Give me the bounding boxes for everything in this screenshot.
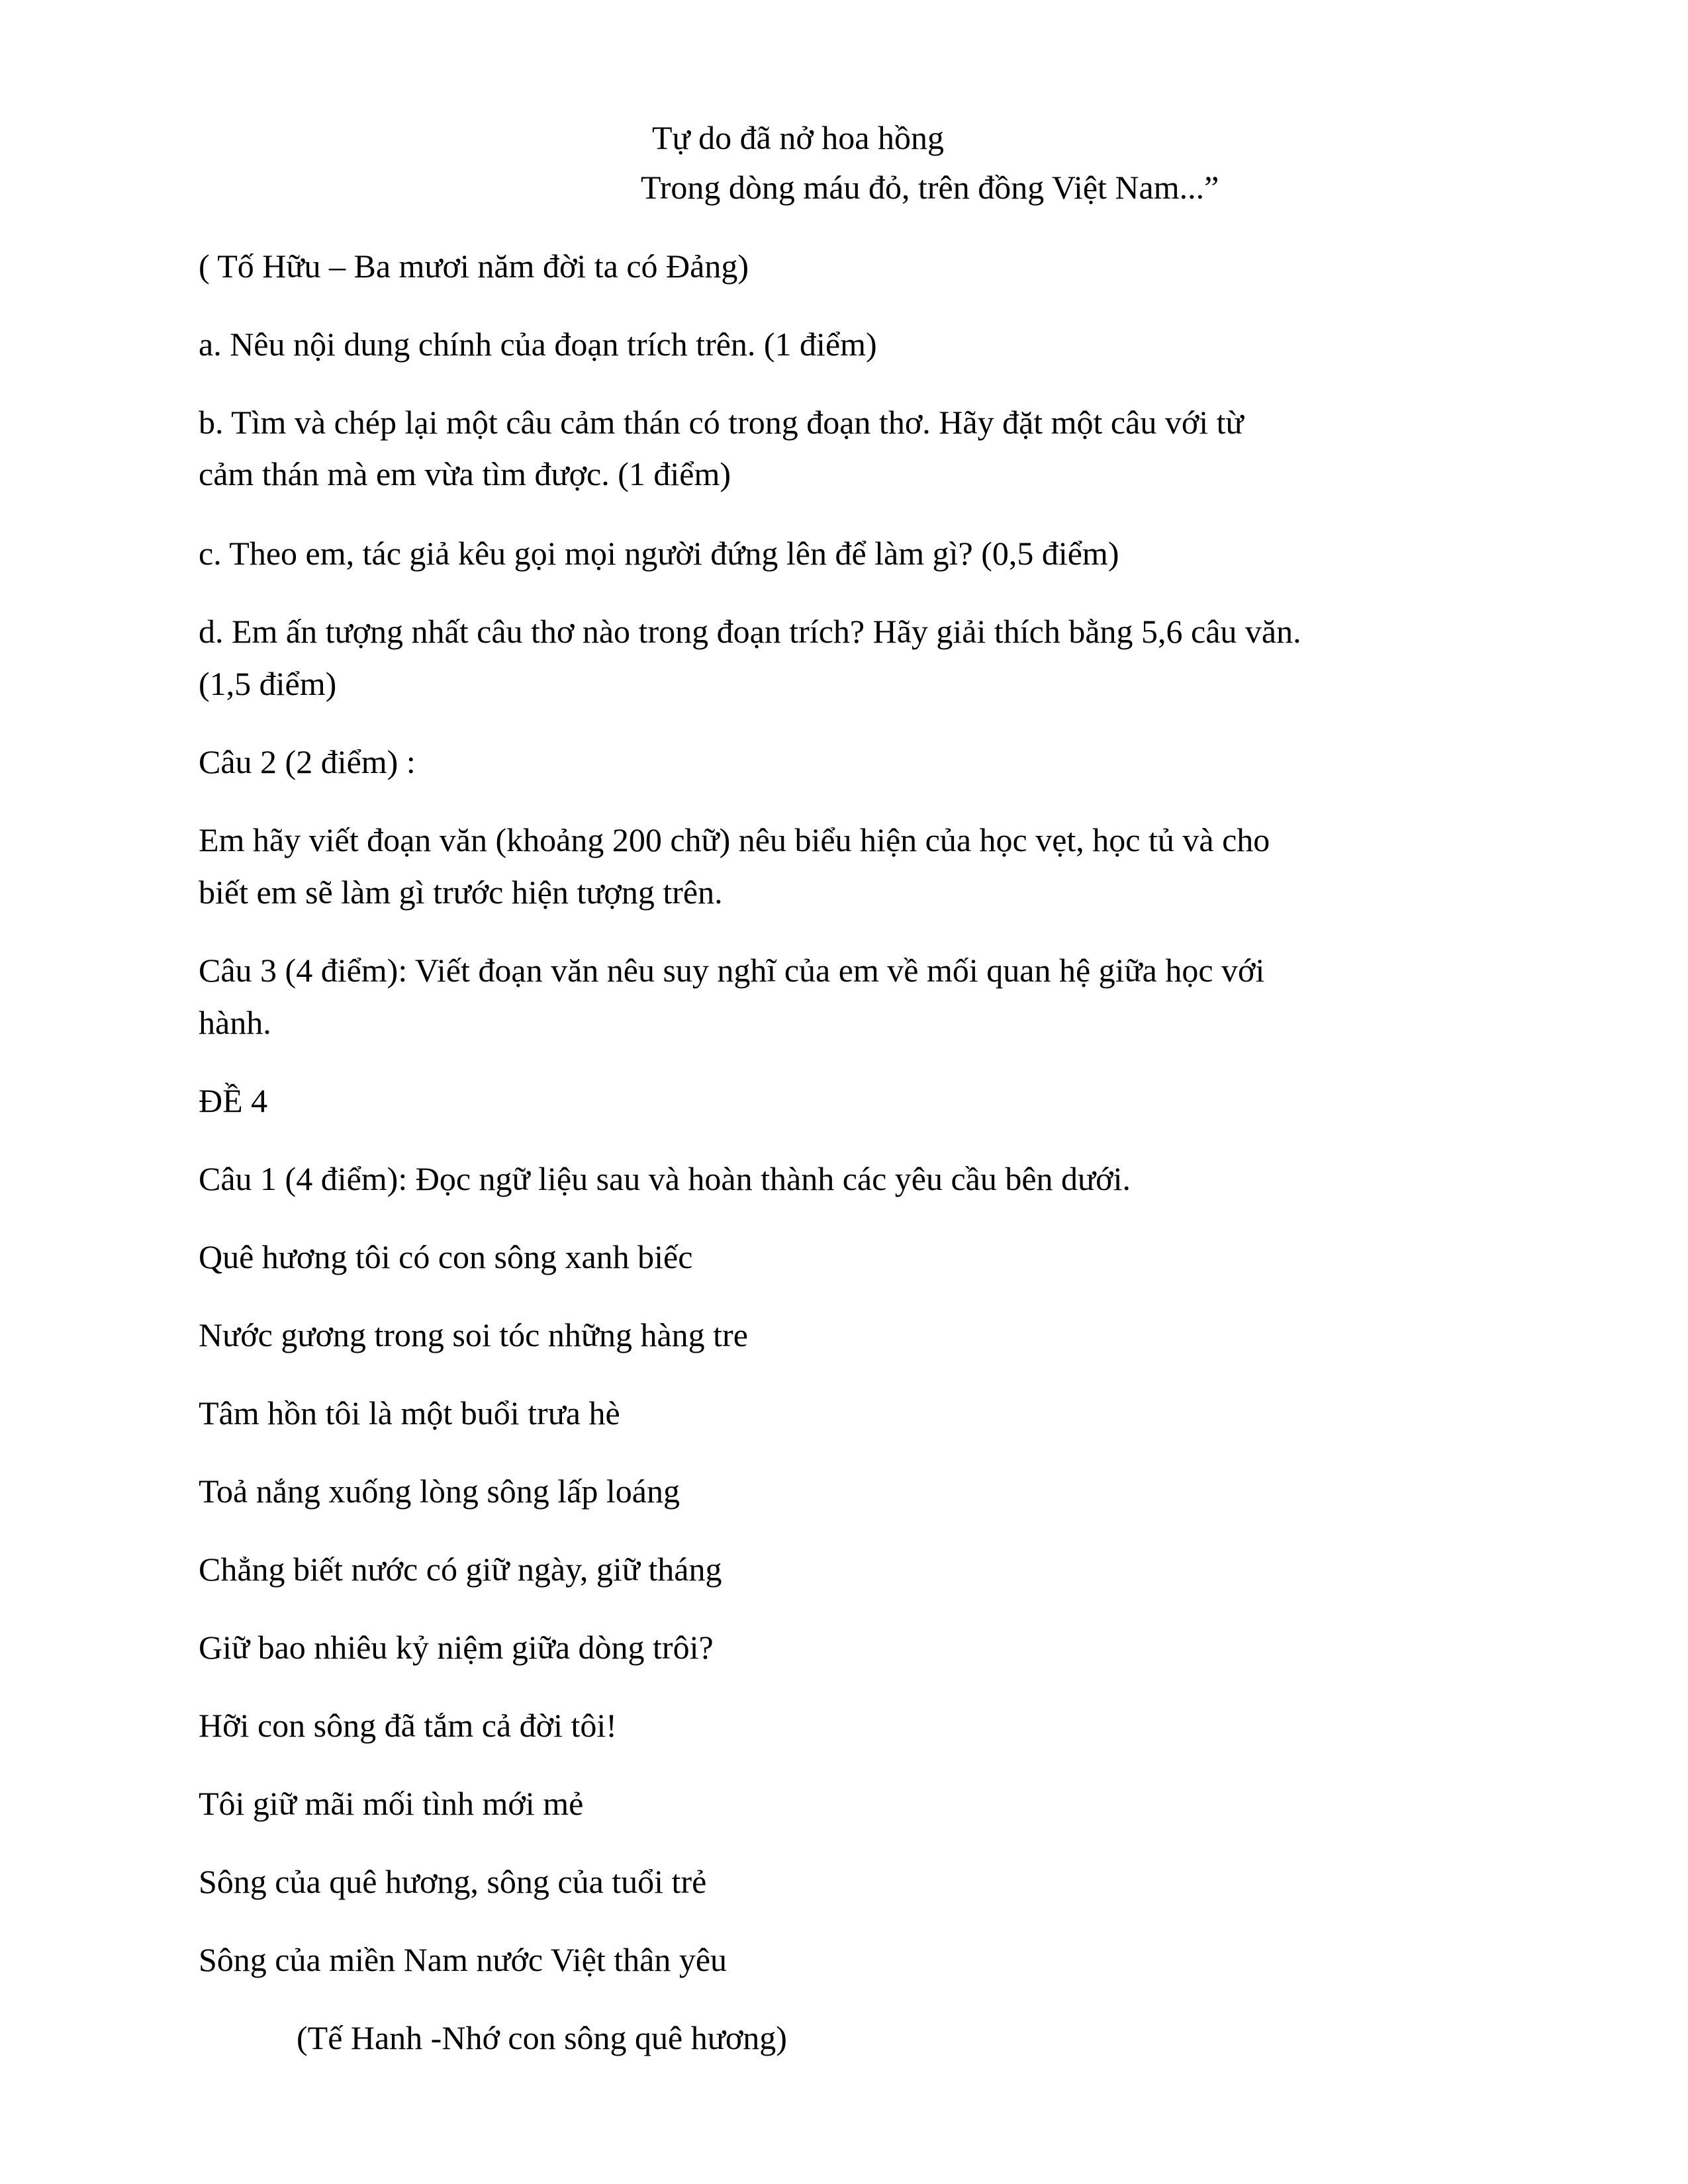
question-c: c. Theo em, tác giả kêu gọi mọi người đứng lên để làm gì? (0,5 điểm) bbox=[199, 535, 1119, 572]
poem-line-3: Tâm hồn tôi là một buổi trưa hè bbox=[199, 1394, 620, 1432]
poem-line-1: Quê hương tôi có con sông xanh biếc bbox=[199, 1238, 693, 1275]
poem-line-2: Nước gương trong soi tóc những hàng tre bbox=[199, 1316, 748, 1353]
poem-end-line-1: Tự do đã nở hoa hồng bbox=[652, 119, 944, 156]
poem-line-8: Tôi giữ mãi mối tình mới mẻ bbox=[199, 1785, 584, 1822]
cau-2-heading: Câu 2 (2 điểm) : bbox=[199, 743, 416, 780]
question-d-line-2: (1,5 điểm) bbox=[199, 665, 337, 702]
question-d-line-1: d. Em ấn tượng nhất câu thơ nào trong đoạn trích? Hãy giải thích bằng 5,6 câu văn. bbox=[199, 613, 1301, 650]
cau-2-body-line-1: Em hãy viết đoạn văn (khoảng 200 chữ) nêu biểu hiện của học vẹt, học tủ và cho bbox=[199, 821, 1270, 858]
de-4-heading: ĐỀ 4 bbox=[199, 1082, 268, 1119]
question-b-line-1: b. Tìm và chép lại một câu cảm thán có trong đoạn thơ. Hãy đặt một câu với từ bbox=[199, 404, 1244, 441]
poem-line-10: Sông của miền Nam nước Việt thân yêu bbox=[199, 1941, 727, 1978]
poem-line-4: Toả nắng xuống lòng sông lấp loáng bbox=[199, 1473, 680, 1510]
cau-2-body-line-2: biết em sẽ làm gì trước hiện tượng trên. bbox=[199, 874, 723, 911]
poem-line-9: Sông của quê hương, sông của tuổi trẻ bbox=[199, 1863, 707, 1900]
cau-3-line-1: Câu 3 (4 điểm): Viết đoạn văn nêu suy nghĩ của em về mối quan hệ giữa học với bbox=[199, 952, 1265, 989]
cau-3-line-2: hành. bbox=[199, 1004, 271, 1041]
question-b-line-2: cảm thán mà em vừa tìm được. (1 điểm) bbox=[199, 455, 731, 492]
citation-te-hanh: (Tế Hanh -Nhớ con sông quê hương) bbox=[297, 2019, 787, 2056]
question-a: a. Nêu nội dung chính của đoạn trích trên. (1 điểm) bbox=[199, 326, 877, 363]
poem-line-6: Giữ bao nhiêu kỷ niệm giữa dòng trôi? bbox=[199, 1629, 714, 1666]
poem-line-7: Hỡi con sông đã tắm cả đời tôi! bbox=[199, 1707, 617, 1744]
poem-line-5: Chẳng biết nước có giữ ngày, giữ tháng bbox=[199, 1551, 722, 1588]
citation-to-huu: ( Tố Hữu – Ba mươi năm đời ta có Đảng) bbox=[199, 248, 749, 285]
de-4-cau-1: Câu 1 (4 điểm): Đọc ngữ liệu sau và hoàn thành các yêu cầu bên dưới. bbox=[199, 1160, 1131, 1197]
poem-end-line-2: Trong dòng máu đỏ, trên đồng Việt Nam...” bbox=[641, 169, 1219, 206]
